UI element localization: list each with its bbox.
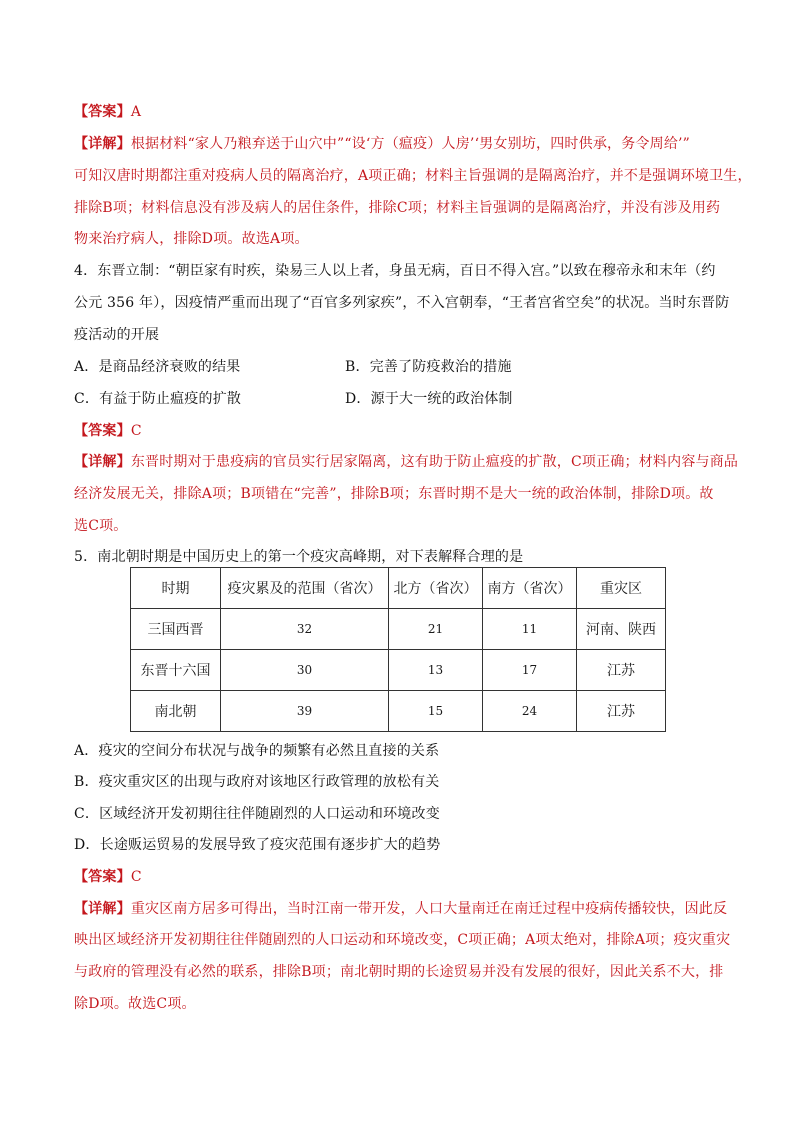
table-row (131, 609, 666, 650)
table-cell: 32 (221, 609, 389, 650)
q5-detail-line-3: 与政府的管理没有必然的联系，排除B项；南北朝时期的长途贸易并没有发展的很好，因此关系不大，排 (74, 964, 724, 980)
table-cell: 15 (389, 691, 483, 732)
q4-detail-line-1 (74, 454, 738, 470)
table-cell: 三国西晋 (131, 609, 221, 650)
q4-stem-line-1: 4．东晋立制：“朝臣家有时疾，染易三人以上者，身虽无病，百日不得入宫。”以致在穆帝永和末年（约 (74, 263, 716, 279)
q4-detail-line-2: 经济发展无关，排除A项；B项错在“完善”，排除B项；东晋时期不是大一统的政治体制，排除D项。故 (74, 486, 714, 502)
table-cell: 13 (389, 650, 483, 691)
table-row (131, 691, 666, 732)
detail-text: 重灾区南方居多可得出，当时江南一带开发，人口大量南迁在南迁过程中疫病传播较快，因此反 (130, 901, 728, 917)
answer-value: A (130, 104, 142, 120)
detail-tag: 【详解】 (74, 454, 131, 470)
table-cell: 江苏 (577, 691, 666, 732)
detail-text: 东晋时期对于患疫病的官员实行居家隔离，这有助于防止瘟疫的扩散，C项正确；材料内容与商品 (130, 454, 739, 470)
q3-detail-line-4: 物来治疗病人，排除D项。故选A项。 (74, 231, 309, 247)
q5-option-a: A．疫灾的空间分布状况与战争的频繁有必然且直接的关系 (74, 743, 440, 759)
table-cell: 30 (221, 650, 389, 691)
table-cell: 南北朝 (131, 691, 221, 732)
table-cell: 24 (483, 691, 577, 732)
table-header-cell: 疫灾累及的范围（省次） (221, 568, 389, 609)
q4-detail-line-3: 选C项。 (74, 518, 128, 534)
q3-detail-line-3: 排除B项；材料信息没有涉及病人的居住条件，排除C项；材料主旨强调的是隔离治疗，并没有涉及用药 (74, 200, 721, 216)
q4-stem-line-2: 公元 356 年），因疫情严重而出现了“百官多列家疾”，不入宫朝奉，“王者宫省空矣”的状况。当时东晋防 (74, 295, 730, 311)
answer-tag: 【答案】 (74, 869, 131, 885)
table-cell: 39 (221, 691, 389, 732)
q5-option-b: B．疫灾重灾区的出现与政府对该地区行政管理的放松有关 (74, 774, 440, 790)
q5-answer-line (74, 869, 142, 885)
q4-option-a: A．是商品经济衰败的结果 (74, 359, 241, 375)
table-cell: 江苏 (577, 650, 666, 691)
table-cell: 东晋十六国 (131, 650, 221, 691)
q4-option-c: C．有益于防止瘟疫的扩散 (74, 391, 242, 407)
q3-detail-line-1 (74, 136, 690, 152)
answer-tag: 【答案】 (74, 104, 131, 120)
answer-value: C (130, 423, 142, 439)
table-header-cell: 北方（省次） (389, 568, 483, 609)
table-row (131, 650, 666, 691)
detail-tag: 【详解】 (74, 136, 131, 152)
q4-answer-line (74, 423, 142, 439)
q4-stem-line-3: 疫活动的开展 (74, 327, 160, 343)
q4-option-b: B．完善了防疫救治的措施 (345, 359, 512, 375)
q5-stem: 5．南北朝时期是中国历史上的第一个疫灾高峰期，对下表解释合理的是 (74, 549, 524, 565)
q5-option-c: C．区域经济开发初期往往伴随剧烈的人口运动和环境改变 (74, 806, 440, 822)
q3-answer-line (74, 104, 141, 120)
q4-option-d: D．源于大一统的政治体制 (345, 391, 513, 407)
q5-data-table (130, 567, 666, 732)
q5-detail-line-1 (74, 901, 727, 917)
table-cell: 11 (483, 609, 577, 650)
q5-detail-line-4: 除D项。故选C项。 (74, 996, 196, 1012)
table-header-cell: 重灾区 (577, 568, 666, 609)
q5-detail-line-2: 映出区域经济开发初期往往伴随剧烈的人口运动和环境改变，C项正确；A项太绝对，排除A项；疫灾重灾 (74, 932, 731, 948)
answer-value: C (130, 869, 142, 885)
q3-detail-line-2: 可知汉唐时期都注重对疫病人员的隔离治疗，A项正确；材料主旨强调的是隔离治疗，并不是强调环境卫生， (74, 168, 752, 184)
table-cell: 21 (389, 609, 483, 650)
table-cell: 17 (483, 650, 577, 691)
table-header-cell: 南方（省次） (483, 568, 577, 609)
answer-tag: 【答案】 (74, 423, 131, 439)
table-header-row (131, 568, 666, 609)
detail-tag: 【详解】 (74, 901, 131, 917)
q5-option-d: D．长途贩运贸易的发展导致了疫灾范围有逐步扩大的趋势 (74, 837, 441, 853)
detail-text: 根据材料“家人乃粮弃送于山穴中”“设‘方（瘟疫）人房’‘男女别坊，四时供承，务令周给’” (130, 136, 691, 152)
table-cell: 河南、陕西 (577, 609, 666, 650)
table-header-cell: 时期 (131, 568, 221, 609)
